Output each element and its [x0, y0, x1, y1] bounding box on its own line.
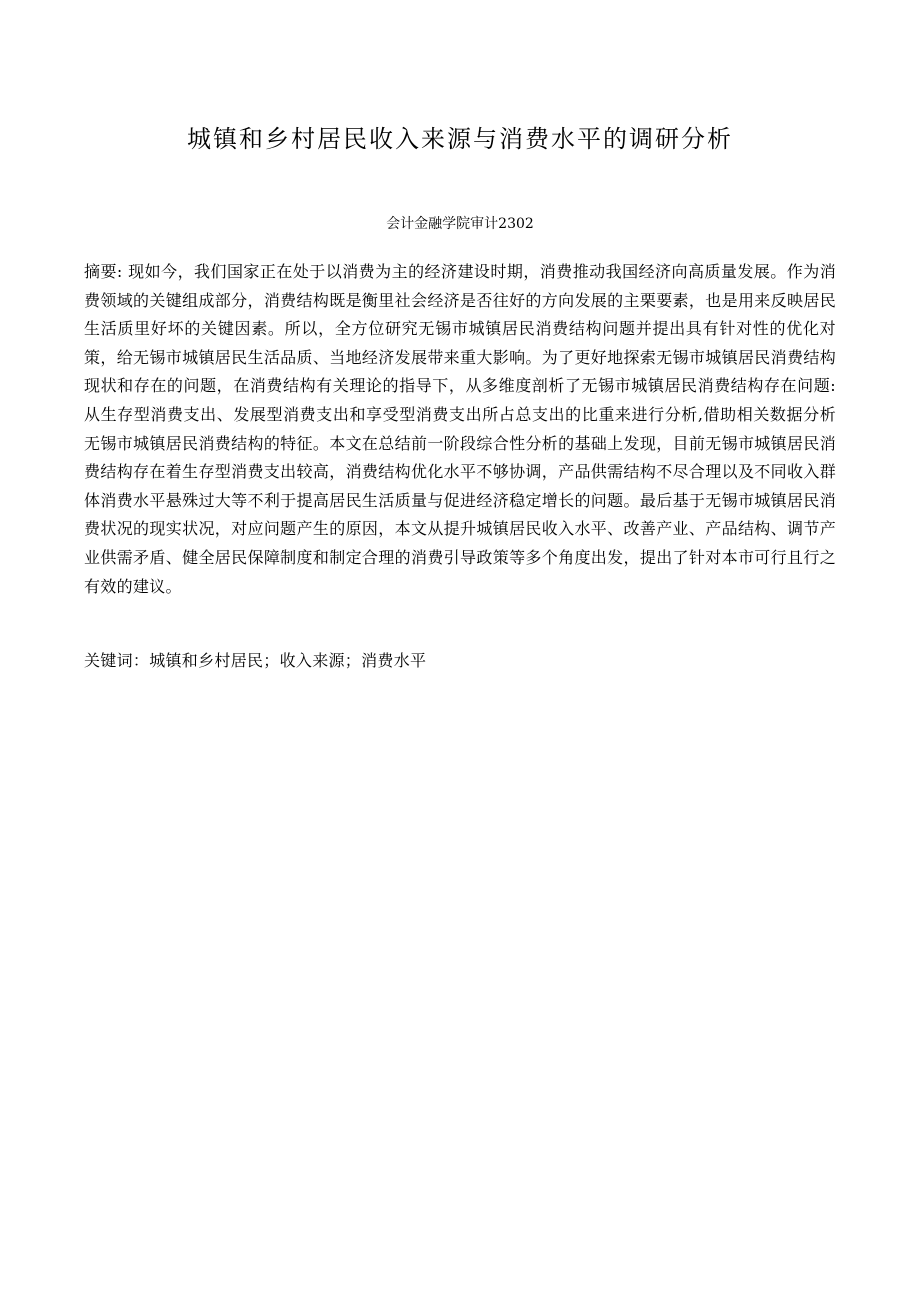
- document-title: 城镇和乡村居民收入来源与消费水平的调研分析: [187, 125, 733, 153]
- author-affiliation: 会计金融学院审计2302: [386, 216, 534, 232]
- abstract-text: 现如今，我们国家正在处于以消费为主的经济建设时期，消费推动我国经济向高质量发展。作为消费领域的关键组成部分，消费结构既是衡里社会经济是否往好的方向发展的主栗要素，也是用来反映居民生活质里好坏的关键因素。所以，全方位研究无锡市城镇居民消费结构问题并提出具有针对性的优化对策，给无锡市城镇居民生活品质、当地经济发展带来重大影响。为了更好地探索无锡市城镇居民消费结构现状和存在的问题，在消费结构有关理论的指导下，从多维度剖析了无锡市城镇居民消费结构存在问题:从生存型消费支出、发展型消费支出和享受型消费支出所占总支出的比重来进行分析,借助相关数据分析无锡市城镇居民消费结构的特征。本文在总结前一阶段综合性分析的基础上发现，目前无锡市城镇居民消费结构存在着生存型消费支出较高，消费结构优化水平不够协调，产品供需结构不尽合理以及不同收入群体消费水平悬殊过大等不利于提高居民生活质量与促进经济稳定增长的问题。最后基于无锡市城镇居民消费状况的现实状况，对应问题产生的原因，本文从提升城镇居民收入水平、改善产业、产品结构、调节产业供需矛盾、健全居民保障制度和制定合理的消费引导政策等多个角度出发，提出了针对本市可行且行之有效的建议。: [84, 262, 836, 596]
- abstract-label: 摘要:: [84, 262, 123, 281]
- keywords-text: 城镇和乡村居民；收入来源；消费水平: [149, 651, 427, 670]
- abstract-paragraph: [84, 258, 836, 601]
- keywords-line: [84, 647, 836, 675]
- keywords-label: 关键词：: [84, 651, 150, 670]
